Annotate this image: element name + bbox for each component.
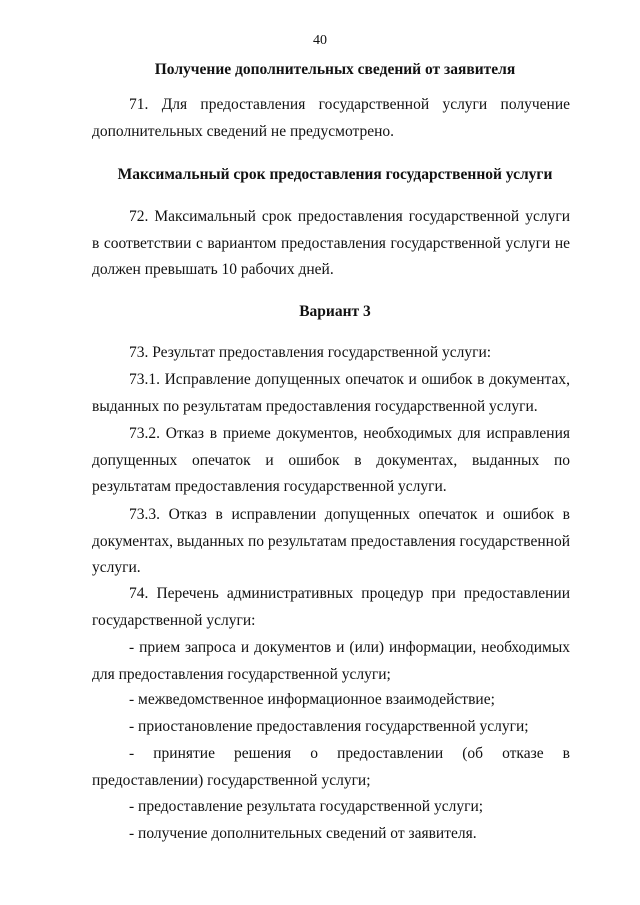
heading-variant-3: Вариант 3 (299, 303, 371, 320)
paragraph-71: 71. Для предоставления государственной услуги получение дополнительных сведений не предусмотрено. (92, 96, 570, 140)
paragraph-73-1: 73.1. Исправление допущенных опечаток и ошибок в документах, выданных по результатам предоставления государственной услуги. (92, 371, 570, 415)
heading-max-term: Максимальный срок предоставления государственной услуги (117, 166, 553, 183)
list-item-decision: - принятие решения о предоставлении (об отказе в предоставлении) государственной услуги; (92, 745, 570, 789)
list-item-interagency: - межведомственное информационное взаимодействие; (129, 691, 495, 708)
list-item-suspension: - приостановление предоставления государственной услуги; (129, 718, 529, 735)
paragraph-73: 73. Результат предоставления государственной услуги: (129, 344, 492, 361)
list-item-request-intake: - прием запроса и документов и (или) информации, необходимых для предоставления государственной услуги; (92, 639, 570, 683)
paragraph-73-2: 73.2. Отказ в приеме документов, необходимых для исправления допущенных опечаток и ошибок в документах, выданных по результатам предоставления государственной услуги. (92, 425, 570, 495)
paragraph-72: 72. Максимальный срок предоставления государственной услуги в соответствии с вариантом предоставления государственной услуги не должен превышать 10 рабочих дней. (92, 208, 570, 278)
list-item-result: - предоставление результата государственной услуги; (129, 798, 484, 815)
page-number: 40 (313, 33, 327, 48)
paragraph-74: 74. Перечень административных процедур при предоставлении государственной услуги: (92, 585, 570, 629)
list-item-additional-info: - получение дополнительных сведений от заявителя. (129, 825, 477, 842)
paragraph-73-3: 73.3. Отказ в исправлении допущенных опечаток и ошибок в документах, выданных по результатам предоставления государственной услуги. (92, 506, 570, 576)
heading-additional-info: Получение дополнительных сведений от заявителя (154, 61, 516, 78)
